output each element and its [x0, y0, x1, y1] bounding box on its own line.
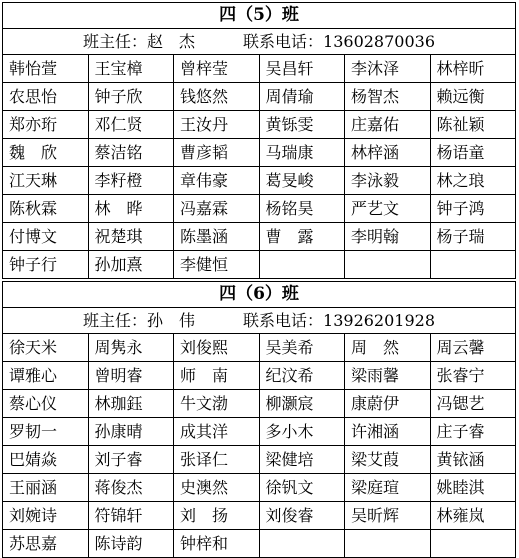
teacher-name: 赵 杰 — [147, 32, 196, 51]
student-row — [3, 111, 516, 139]
student-name-cell: 成其洋 — [174, 418, 260, 446]
student-row — [3, 362, 516, 390]
student-row — [3, 195, 516, 223]
student-name-cell — [259, 530, 345, 558]
student-row — [3, 474, 516, 502]
student-row — [3, 83, 516, 111]
student-name-cell: 周云馨 — [430, 334, 516, 362]
student-name-cell: 庄子睿 — [430, 418, 516, 446]
student-name-cell: 刘婉诗 — [3, 502, 89, 530]
teacher-label: 班主任： — [82, 311, 147, 330]
student-name-cell: 纪汶希 — [259, 362, 345, 390]
student-row — [3, 55, 516, 83]
student-name-cell: 邓仁贤 — [88, 111, 174, 139]
teacher-label: 班主任： — [82, 32, 147, 51]
student-name-cell: 林梓涵 — [345, 139, 431, 167]
student-name-cell: 杨铭昊 — [259, 195, 345, 223]
student-name-cell: 梁艾葭 — [345, 446, 431, 474]
student-name-cell: 周 然 — [345, 334, 431, 362]
student-name-cell: 张译仁 — [174, 446, 260, 474]
student-name-cell: 周倩瑜 — [259, 83, 345, 111]
student-name-cell: 刘俊熙 — [174, 334, 260, 362]
student-name-cell: 陈墨涵 — [174, 223, 260, 251]
student-name-cell: 钱悠然 — [174, 83, 260, 111]
student-name-cell: 庄嘉佑 — [345, 111, 431, 139]
student-row — [3, 139, 516, 167]
phone-label: 联系电话： — [243, 311, 324, 330]
student-name-cell: 杨智杰 — [345, 83, 431, 111]
student-name-cell: 祝楚琪 — [88, 223, 174, 251]
student-name-cell: 黄铄雯 — [259, 111, 345, 139]
student-name-cell: 王汝丹 — [174, 111, 260, 139]
student-name-cell: 蔡洁铭 — [88, 139, 174, 167]
teacher-info — [3, 29, 516, 55]
student-name-cell: 曹彦韬 — [174, 139, 260, 167]
student-name-cell: 钟梓和 — [174, 530, 260, 558]
student-name-cell: 吴昌轩 — [259, 55, 345, 83]
student-name-cell — [345, 530, 431, 558]
student-name-cell: 李沐泽 — [345, 55, 431, 83]
student-name-cell: 张睿宁 — [430, 362, 516, 390]
teacher-info — [3, 308, 516, 334]
student-name-cell: 马瑞康 — [259, 139, 345, 167]
student-name-cell: 曾梓莹 — [174, 55, 260, 83]
student-name-cell: 林梓昕 — [430, 55, 516, 83]
teacher-info-row — [3, 308, 516, 334]
class-4-5-table — [2, 2, 516, 279]
student-name-cell: 杨语童 — [430, 139, 516, 167]
student-name-cell: 蔡心仪 — [3, 390, 89, 418]
student-name-cell: 孙康晴 — [88, 418, 174, 446]
student-name-cell: 赖远衡 — [430, 83, 516, 111]
student-name-cell: 谭雅心 — [3, 362, 89, 390]
student-name-cell: 郑亦珩 — [3, 111, 89, 139]
student-name-cell — [345, 251, 431, 279]
student-name-cell: 吴美希 — [259, 334, 345, 362]
student-name-cell: 苏思嘉 — [3, 530, 89, 558]
student-row — [3, 334, 516, 362]
teacher-name: 孙 伟 — [147, 311, 196, 330]
student-name-cell: 王丽涵 — [3, 474, 89, 502]
student-name-cell: 刘 扬 — [174, 502, 260, 530]
class-title: 四（5）班 — [3, 3, 516, 29]
student-name-cell: 徐钒文 — [259, 474, 345, 502]
student-name-cell: 梁庭瑄 — [345, 474, 431, 502]
student-name-cell: 许湘涵 — [345, 418, 431, 446]
student-row — [3, 446, 516, 474]
student-name-cell: 陈秋霖 — [3, 195, 89, 223]
student-name-cell: 周隽永 — [88, 334, 174, 362]
student-name-cell: 符锦轩 — [88, 502, 174, 530]
student-name-cell: 钟子行 — [3, 251, 89, 279]
student-name-cell: 冯锶艺 — [430, 390, 516, 418]
student-name-cell: 付博文 — [3, 223, 89, 251]
student-name-cell: 李泳毅 — [345, 167, 431, 195]
student-name-cell — [430, 251, 516, 279]
class-title: 四（6）班 — [3, 282, 516, 308]
student-name-cell: 罗韧一 — [3, 418, 89, 446]
student-name-cell: 黄铱涵 — [430, 446, 516, 474]
student-name-cell: 曹 露 — [259, 223, 345, 251]
student-name-cell: 孙加熹 — [88, 251, 174, 279]
student-name-cell: 严艺文 — [345, 195, 431, 223]
class-title-row — [3, 282, 516, 308]
student-name-cell: 钟子欣 — [88, 83, 174, 111]
student-name-cell: 史澳然 — [174, 474, 260, 502]
student-row — [3, 502, 516, 530]
student-name-cell: 徐天米 — [3, 334, 89, 362]
student-row — [3, 223, 516, 251]
student-row — [3, 390, 516, 418]
student-name-cell — [430, 530, 516, 558]
student-name-cell: 韩怡萱 — [3, 55, 89, 83]
student-name-cell — [259, 251, 345, 279]
student-name-cell: 章伟豪 — [174, 167, 260, 195]
student-name-cell: 陈诗韵 — [88, 530, 174, 558]
student-name-cell: 多小木 — [259, 418, 345, 446]
student-name-cell: 杨子瑞 — [430, 223, 516, 251]
student-name-cell: 梁雨馨 — [345, 362, 431, 390]
student-name-cell: 曾明睿 — [88, 362, 174, 390]
student-name-cell: 柳灏宸 — [259, 390, 345, 418]
student-name-cell: 葛旻峻 — [259, 167, 345, 195]
student-name-cell: 姚睦淇 — [430, 474, 516, 502]
student-name-cell: 林雍岚 — [430, 502, 516, 530]
student-name-cell: 江天琳 — [3, 167, 89, 195]
student-name-cell: 魏 欣 — [3, 139, 89, 167]
student-name-cell: 李籽橙 — [88, 167, 174, 195]
student-name-cell: 蒋俊杰 — [88, 474, 174, 502]
student-name-cell: 梁健培 — [259, 446, 345, 474]
student-name-cell: 刘子睿 — [88, 446, 174, 474]
student-name-cell: 康蔚伊 — [345, 390, 431, 418]
student-row — [3, 167, 516, 195]
student-name-cell: 林 晔 — [88, 195, 174, 223]
student-name-cell: 吴昕辉 — [345, 502, 431, 530]
student-name-cell: 王宝樟 — [88, 55, 174, 83]
student-name-cell: 师 南 — [174, 362, 260, 390]
student-name-cell: 林之琅 — [430, 167, 516, 195]
student-name-cell: 冯嘉霖 — [174, 195, 260, 223]
student-name-cell: 林珈鈺 — [88, 390, 174, 418]
student-row — [3, 530, 516, 558]
class-4-6-table — [2, 281, 516, 558]
student-name-cell: 李明翰 — [345, 223, 431, 251]
student-name-cell: 李健恒 — [174, 251, 260, 279]
student-name-cell: 钟子鸿 — [430, 195, 516, 223]
student-name-cell: 巴婧焱 — [3, 446, 89, 474]
student-name-cell: 陈祉颖 — [430, 111, 516, 139]
student-row — [3, 251, 516, 279]
student-name-cell: 农思怡 — [3, 83, 89, 111]
student-row — [3, 418, 516, 446]
phone-label: 联系电话： — [243, 32, 324, 51]
class-4-6-roster — [2, 281, 516, 558]
phone-number: 13926201928 — [323, 311, 436, 330]
teacher-info-row — [3, 29, 516, 55]
student-name-cell: 牛文渤 — [174, 390, 260, 418]
class-4-5-roster — [2, 2, 516, 279]
student-name-cell: 刘俊睿 — [259, 502, 345, 530]
class-title-row — [3, 3, 516, 29]
phone-number: 13602870036 — [323, 32, 436, 51]
